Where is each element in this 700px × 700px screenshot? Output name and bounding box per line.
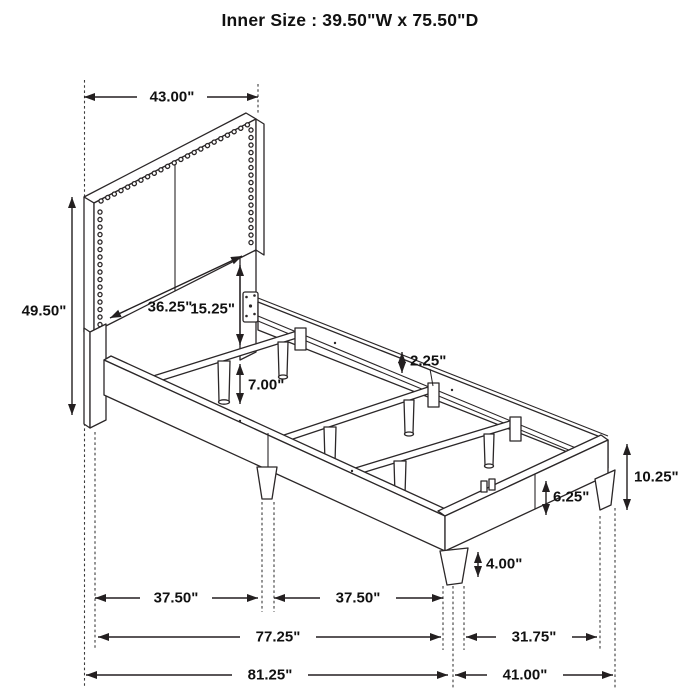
dim-label-footboard-floor-height: 10.25" <box>634 468 679 486</box>
dim-overall-width <box>455 667 613 684</box>
dim-label-span-a: 37.50" <box>153 589 199 607</box>
dim-frame-inner-length <box>98 629 441 646</box>
dim-label-foot-leg-height: 4.00" <box>486 555 523 573</box>
dim-label-side-rail-height: 6.25" <box>553 488 590 506</box>
dim-label-foot-inner-span: 31.75" <box>511 628 557 646</box>
dim-label-overall-width: 41.00" <box>502 666 548 684</box>
slat-hanger-bracket <box>295 328 306 350</box>
bolt-slot <box>481 481 487 492</box>
dim-label-frame-inner-length: 77.25" <box>255 628 301 646</box>
slat-hanger-bracket <box>428 383 439 407</box>
footboard-rail <box>438 435 615 585</box>
dim-label-slat-hanger-height: 2.25" <box>410 352 447 370</box>
headboard-right-edge <box>256 119 264 255</box>
slat-leg <box>404 400 414 433</box>
dim-label-headboard-width: 43.00" <box>149 88 195 106</box>
dim-slat-leg-height <box>240 364 284 404</box>
slat-leg <box>484 434 494 465</box>
center-front-leg <box>257 467 277 499</box>
dim-overall-length <box>86 667 448 684</box>
dim-headboard-height <box>22 197 72 415</box>
slat-leg <box>278 342 288 376</box>
diagram-title: Inner Size : 39.50"W x 75.50"D <box>221 10 479 30</box>
dim-label-slat-leg-height: 7.00" <box>248 376 285 394</box>
dim-span-headboard-to-center-leg <box>95 590 258 607</box>
slat-leg <box>218 361 230 401</box>
bolt-slot <box>489 479 495 490</box>
dim-footboard-floor-height <box>627 444 679 510</box>
dim-headboard-width <box>84 89 258 106</box>
slat-hanger-bracket <box>510 417 521 441</box>
dim-span-center-to-foot-leg <box>274 590 443 607</box>
dim-foot-inner-span <box>466 629 597 646</box>
dim-label-panel-to-slat: 15.25" <box>190 300 235 318</box>
dim-label-headboard-inner-width: 36.25" <box>147 298 193 316</box>
dim-label-overall-length: 81.25" <box>247 666 293 684</box>
headboard-left-face <box>84 197 94 338</box>
dim-label-headboard-height: 49.50" <box>21 302 67 320</box>
front-corner-leg <box>440 548 468 585</box>
rail-mount-bracket <box>243 292 258 322</box>
dim-foot-leg-height <box>478 552 522 577</box>
dim-label-span-b: 37.50" <box>335 589 381 607</box>
headboard-left-leg-side <box>84 328 90 428</box>
